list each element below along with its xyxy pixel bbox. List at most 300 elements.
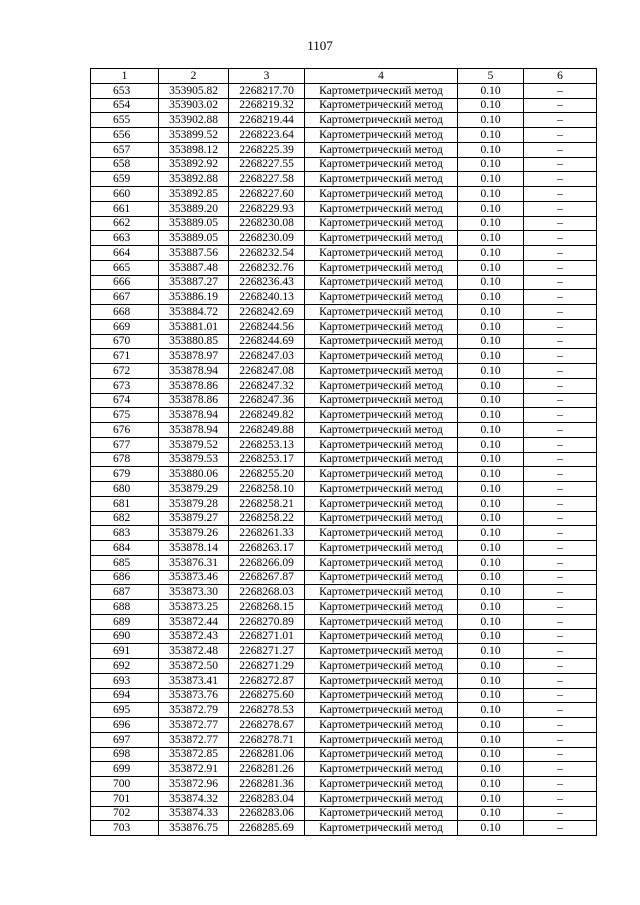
accuracy-cell: 0.10 bbox=[458, 98, 524, 113]
x-coordinate-cell: 353873.76 bbox=[159, 688, 229, 703]
method-cell: Картометрический метод bbox=[305, 408, 458, 423]
x-coordinate-cell: 353872.79 bbox=[159, 703, 229, 718]
method-cell: Картометрический метод bbox=[305, 467, 458, 482]
y-coordinate-cell: 2268271.01 bbox=[229, 629, 305, 644]
note-cell: – bbox=[524, 718, 597, 733]
x-coordinate-cell: 353905.82 bbox=[159, 83, 229, 98]
table-row bbox=[91, 791, 597, 806]
point-number-cell: 702 bbox=[91, 806, 159, 821]
table-body bbox=[91, 83, 597, 835]
note-cell: – bbox=[524, 305, 597, 320]
table-row bbox=[91, 806, 597, 821]
x-coordinate-cell: 353880.85 bbox=[159, 334, 229, 349]
accuracy-cell: 0.10 bbox=[458, 260, 524, 275]
note-cell: – bbox=[524, 541, 597, 556]
note-cell: – bbox=[524, 791, 597, 806]
point-number-cell: 677 bbox=[91, 437, 159, 452]
note-cell: – bbox=[524, 526, 597, 541]
x-coordinate-cell: 353878.94 bbox=[159, 408, 229, 423]
x-coordinate-cell: 353873.46 bbox=[159, 570, 229, 585]
point-number-cell: 659 bbox=[91, 172, 159, 187]
x-coordinate-cell: 353878.86 bbox=[159, 393, 229, 408]
accuracy-cell: 0.10 bbox=[458, 718, 524, 733]
method-cell: Картометрический метод bbox=[305, 614, 458, 629]
y-coordinate-cell: 2268219.32 bbox=[229, 98, 305, 113]
y-coordinate-cell: 2268244.56 bbox=[229, 319, 305, 334]
note-cell: – bbox=[524, 98, 597, 113]
y-coordinate-cell: 2268236.43 bbox=[229, 275, 305, 290]
table-row bbox=[91, 747, 597, 762]
y-coordinate-cell: 2268283.06 bbox=[229, 806, 305, 821]
note-cell: – bbox=[524, 216, 597, 231]
y-coordinate-cell: 2268227.60 bbox=[229, 187, 305, 202]
y-coordinate-cell: 2268247.32 bbox=[229, 378, 305, 393]
method-cell: Картометрический метод bbox=[305, 821, 458, 836]
accuracy-cell: 0.10 bbox=[458, 201, 524, 216]
point-number-cell: 693 bbox=[91, 673, 159, 688]
y-coordinate-cell: 2268225.39 bbox=[229, 142, 305, 157]
point-number-cell: 678 bbox=[91, 452, 159, 467]
accuracy-cell: 0.10 bbox=[458, 526, 524, 541]
y-coordinate-cell: 2268247.36 bbox=[229, 393, 305, 408]
y-coordinate-cell: 2268255.20 bbox=[229, 467, 305, 482]
note-cell: – bbox=[524, 187, 597, 202]
x-coordinate-cell: 353892.92 bbox=[159, 157, 229, 172]
method-cell: Картометрический метод bbox=[305, 157, 458, 172]
note-cell: – bbox=[524, 128, 597, 143]
method-cell: Картометрический метод bbox=[305, 201, 458, 216]
note-cell: – bbox=[524, 83, 597, 98]
accuracy-cell: 0.10 bbox=[458, 113, 524, 128]
point-number-cell: 701 bbox=[91, 791, 159, 806]
y-coordinate-cell: 2268258.21 bbox=[229, 496, 305, 511]
x-coordinate-cell: 353876.31 bbox=[159, 555, 229, 570]
x-coordinate-cell: 353887.27 bbox=[159, 275, 229, 290]
table-row bbox=[91, 319, 597, 334]
point-number-cell: 666 bbox=[91, 275, 159, 290]
y-coordinate-cell: 2268240.13 bbox=[229, 290, 305, 305]
x-coordinate-cell: 353889.05 bbox=[159, 231, 229, 246]
point-number-cell: 657 bbox=[91, 142, 159, 157]
note-cell: – bbox=[524, 408, 597, 423]
accuracy-cell: 0.10 bbox=[458, 600, 524, 615]
x-coordinate-cell: 353878.94 bbox=[159, 423, 229, 438]
table-row bbox=[91, 541, 597, 556]
accuracy-cell: 0.10 bbox=[458, 319, 524, 334]
table-row bbox=[91, 511, 597, 526]
method-cell: Картометрический метод bbox=[305, 570, 458, 585]
point-number-cell: 665 bbox=[91, 260, 159, 275]
column-header: 2 bbox=[159, 69, 229, 84]
y-coordinate-cell: 2268247.08 bbox=[229, 364, 305, 379]
method-cell: Картометрический метод bbox=[305, 673, 458, 688]
table-row bbox=[91, 423, 597, 438]
point-number-cell: 700 bbox=[91, 777, 159, 792]
note-cell: – bbox=[524, 496, 597, 511]
x-coordinate-cell: 353884.72 bbox=[159, 305, 229, 320]
method-cell: Картометрический метод bbox=[305, 305, 458, 320]
y-coordinate-cell: 2268232.76 bbox=[229, 260, 305, 275]
point-number-cell: 683 bbox=[91, 526, 159, 541]
accuracy-cell: 0.10 bbox=[458, 762, 524, 777]
y-coordinate-cell: 2268278.67 bbox=[229, 718, 305, 733]
method-cell: Картометрический метод bbox=[305, 718, 458, 733]
x-coordinate-cell: 353887.56 bbox=[159, 246, 229, 261]
point-number-cell: 687 bbox=[91, 585, 159, 600]
point-number-cell: 661 bbox=[91, 201, 159, 216]
note-cell: – bbox=[524, 349, 597, 364]
note-cell: – bbox=[524, 673, 597, 688]
table-row bbox=[91, 378, 597, 393]
x-coordinate-cell: 353872.44 bbox=[159, 614, 229, 629]
note-cell: – bbox=[524, 570, 597, 585]
accuracy-cell: 0.10 bbox=[458, 570, 524, 585]
method-cell: Картометрический метод bbox=[305, 334, 458, 349]
accuracy-cell: 0.10 bbox=[458, 305, 524, 320]
point-number-cell: 658 bbox=[91, 157, 159, 172]
y-coordinate-cell: 2268272.87 bbox=[229, 673, 305, 688]
table-row bbox=[91, 644, 597, 659]
table-row bbox=[91, 585, 597, 600]
accuracy-cell: 0.10 bbox=[458, 659, 524, 674]
y-coordinate-cell: 2268271.29 bbox=[229, 659, 305, 674]
point-number-cell: 684 bbox=[91, 541, 159, 556]
table-row bbox=[91, 600, 597, 615]
y-coordinate-cell: 2268281.26 bbox=[229, 762, 305, 777]
y-coordinate-cell: 2268253.13 bbox=[229, 437, 305, 452]
accuracy-cell: 0.10 bbox=[458, 732, 524, 747]
accuracy-cell: 0.10 bbox=[458, 246, 524, 261]
table-row bbox=[91, 275, 597, 290]
note-cell: – bbox=[524, 142, 597, 157]
note-cell: – bbox=[524, 393, 597, 408]
table-row bbox=[91, 570, 597, 585]
method-cell: Картометрический метод bbox=[305, 393, 458, 408]
x-coordinate-cell: 353889.20 bbox=[159, 201, 229, 216]
table-row bbox=[91, 393, 597, 408]
note-cell: – bbox=[524, 157, 597, 172]
accuracy-cell: 0.10 bbox=[458, 157, 524, 172]
note-cell: – bbox=[524, 600, 597, 615]
point-number-cell: 672 bbox=[91, 364, 159, 379]
method-cell: Картометрический метод bbox=[305, 113, 458, 128]
y-coordinate-cell: 2268242.69 bbox=[229, 305, 305, 320]
table-row bbox=[91, 349, 597, 364]
table-row bbox=[91, 305, 597, 320]
note-cell: – bbox=[524, 762, 597, 777]
x-coordinate-cell: 353876.75 bbox=[159, 821, 229, 836]
accuracy-cell: 0.10 bbox=[458, 511, 524, 526]
y-coordinate-cell: 2268271.27 bbox=[229, 644, 305, 659]
accuracy-cell: 0.10 bbox=[458, 393, 524, 408]
note-cell: – bbox=[524, 629, 597, 644]
note-cell: – bbox=[524, 452, 597, 467]
note-cell: – bbox=[524, 437, 597, 452]
accuracy-cell: 0.10 bbox=[458, 275, 524, 290]
point-number-cell: 703 bbox=[91, 821, 159, 836]
table-row bbox=[91, 437, 597, 452]
accuracy-cell: 0.10 bbox=[458, 496, 524, 511]
y-coordinate-cell: 2268249.82 bbox=[229, 408, 305, 423]
note-cell: – bbox=[524, 231, 597, 246]
x-coordinate-cell: 353872.77 bbox=[159, 718, 229, 733]
method-cell: Картометрический метод bbox=[305, 511, 458, 526]
accuracy-cell: 0.10 bbox=[458, 644, 524, 659]
y-coordinate-cell: 2268283.04 bbox=[229, 791, 305, 806]
accuracy-cell: 0.10 bbox=[458, 437, 524, 452]
note-cell: – bbox=[524, 644, 597, 659]
point-number-cell: 691 bbox=[91, 644, 159, 659]
y-coordinate-cell: 2268258.10 bbox=[229, 482, 305, 497]
accuracy-cell: 0.10 bbox=[458, 452, 524, 467]
point-number-cell: 697 bbox=[91, 732, 159, 747]
accuracy-cell: 0.10 bbox=[458, 408, 524, 423]
method-cell: Картометрический метод bbox=[305, 98, 458, 113]
method-cell: Картометрический метод bbox=[305, 600, 458, 615]
note-cell: – bbox=[524, 806, 597, 821]
point-number-cell: 662 bbox=[91, 216, 159, 231]
note-cell: – bbox=[524, 319, 597, 334]
column-header: 3 bbox=[229, 69, 305, 84]
point-number-cell: 668 bbox=[91, 305, 159, 320]
accuracy-cell: 0.10 bbox=[458, 231, 524, 246]
point-number-cell: 656 bbox=[91, 128, 159, 143]
accuracy-cell: 0.10 bbox=[458, 467, 524, 482]
point-number-cell: 694 bbox=[91, 688, 159, 703]
point-number-cell: 681 bbox=[91, 496, 159, 511]
accuracy-cell: 0.10 bbox=[458, 673, 524, 688]
accuracy-cell: 0.10 bbox=[458, 334, 524, 349]
y-coordinate-cell: 2268275.60 bbox=[229, 688, 305, 703]
table-row bbox=[91, 408, 597, 423]
point-number-cell: 675 bbox=[91, 408, 159, 423]
method-cell: Картометрический метод bbox=[305, 378, 458, 393]
method-cell: Картометрический метод bbox=[305, 128, 458, 143]
x-coordinate-cell: 353886.19 bbox=[159, 290, 229, 305]
x-coordinate-cell: 353899.52 bbox=[159, 128, 229, 143]
method-cell: Картометрический метод bbox=[305, 732, 458, 747]
y-coordinate-cell: 2268278.71 bbox=[229, 732, 305, 747]
point-number-cell: 663 bbox=[91, 231, 159, 246]
x-coordinate-cell: 353872.96 bbox=[159, 777, 229, 792]
table-row bbox=[91, 364, 597, 379]
header-row bbox=[91, 69, 597, 84]
y-coordinate-cell: 2268223.64 bbox=[229, 128, 305, 143]
point-number-cell: 690 bbox=[91, 629, 159, 644]
accuracy-cell: 0.10 bbox=[458, 703, 524, 718]
x-coordinate-cell: 353879.53 bbox=[159, 452, 229, 467]
note-cell: – bbox=[524, 688, 597, 703]
table-row bbox=[91, 703, 597, 718]
method-cell: Картометрический метод bbox=[305, 496, 458, 511]
method-cell: Картометрический метод bbox=[305, 83, 458, 98]
method-cell: Картометрический метод bbox=[305, 644, 458, 659]
y-coordinate-cell: 2268217.70 bbox=[229, 83, 305, 98]
column-header: 5 bbox=[458, 69, 524, 84]
method-cell: Картометрический метод bbox=[305, 319, 458, 334]
table-row bbox=[91, 629, 597, 644]
coordinates-table bbox=[90, 68, 597, 836]
table-row bbox=[91, 290, 597, 305]
accuracy-cell: 0.10 bbox=[458, 187, 524, 202]
method-cell: Картометрический метод bbox=[305, 703, 458, 718]
note-cell: – bbox=[524, 821, 597, 836]
x-coordinate-cell: 353872.50 bbox=[159, 659, 229, 674]
note-cell: – bbox=[524, 777, 597, 792]
point-number-cell: 655 bbox=[91, 113, 159, 128]
accuracy-cell: 0.10 bbox=[458, 216, 524, 231]
table-row bbox=[91, 231, 597, 246]
accuracy-cell: 0.10 bbox=[458, 688, 524, 703]
note-cell: – bbox=[524, 260, 597, 275]
table-row bbox=[91, 526, 597, 541]
point-number-cell: 667 bbox=[91, 290, 159, 305]
column-header: 1 bbox=[91, 69, 159, 84]
y-coordinate-cell: 2268247.03 bbox=[229, 349, 305, 364]
x-coordinate-cell: 353872.48 bbox=[159, 644, 229, 659]
table-row bbox=[91, 98, 597, 113]
note-cell: – bbox=[524, 378, 597, 393]
note-cell: – bbox=[524, 334, 597, 349]
x-coordinate-cell: 353879.27 bbox=[159, 511, 229, 526]
x-coordinate-cell: 353881.01 bbox=[159, 319, 229, 334]
x-coordinate-cell: 353872.85 bbox=[159, 747, 229, 762]
method-cell: Картометрический метод bbox=[305, 260, 458, 275]
method-cell: Картометрический метод bbox=[305, 791, 458, 806]
accuracy-cell: 0.10 bbox=[458, 172, 524, 187]
accuracy-cell: 0.10 bbox=[458, 378, 524, 393]
method-cell: Картометрический метод bbox=[305, 246, 458, 261]
x-coordinate-cell: 353872.91 bbox=[159, 762, 229, 777]
point-number-cell: 679 bbox=[91, 467, 159, 482]
method-cell: Картометрический метод bbox=[305, 275, 458, 290]
point-number-cell: 676 bbox=[91, 423, 159, 438]
table-row bbox=[91, 452, 597, 467]
method-cell: Картометрический метод bbox=[305, 762, 458, 777]
y-coordinate-cell: 2268268.03 bbox=[229, 585, 305, 600]
point-number-cell: 670 bbox=[91, 334, 159, 349]
method-cell: Картометрический метод bbox=[305, 452, 458, 467]
page-number: 1107 bbox=[307, 38, 333, 53]
x-coordinate-cell: 353892.88 bbox=[159, 172, 229, 187]
point-number-cell: 653 bbox=[91, 83, 159, 98]
accuracy-cell: 0.10 bbox=[458, 83, 524, 98]
column-header: 4 bbox=[305, 69, 458, 84]
y-coordinate-cell: 2268267.87 bbox=[229, 570, 305, 585]
column-header: 6 bbox=[524, 69, 597, 84]
x-coordinate-cell: 353903.02 bbox=[159, 98, 229, 113]
accuracy-cell: 0.10 bbox=[458, 349, 524, 364]
point-number-cell: 674 bbox=[91, 393, 159, 408]
y-coordinate-cell: 2268281.36 bbox=[229, 777, 305, 792]
table-row bbox=[91, 260, 597, 275]
note-cell: – bbox=[524, 113, 597, 128]
note-cell: – bbox=[524, 172, 597, 187]
accuracy-cell: 0.10 bbox=[458, 482, 524, 497]
accuracy-cell: 0.10 bbox=[458, 128, 524, 143]
method-cell: Картометрический метод bbox=[305, 437, 458, 452]
table-row bbox=[91, 83, 597, 98]
x-coordinate-cell: 353879.29 bbox=[159, 482, 229, 497]
y-coordinate-cell: 2268230.08 bbox=[229, 216, 305, 231]
table-row bbox=[91, 762, 597, 777]
point-number-cell: 680 bbox=[91, 482, 159, 497]
y-coordinate-cell: 2268285.69 bbox=[229, 821, 305, 836]
note-cell: – bbox=[524, 482, 597, 497]
x-coordinate-cell: 353878.86 bbox=[159, 378, 229, 393]
method-cell: Картометрический метод bbox=[305, 585, 458, 600]
x-coordinate-cell: 353879.52 bbox=[159, 437, 229, 452]
y-coordinate-cell: 2268266.09 bbox=[229, 555, 305, 570]
point-number-cell: 669 bbox=[91, 319, 159, 334]
y-coordinate-cell: 2268278.53 bbox=[229, 703, 305, 718]
method-cell: Картометрический метод bbox=[305, 555, 458, 570]
table-row bbox=[91, 113, 597, 128]
point-number-cell: 685 bbox=[91, 555, 159, 570]
table-row bbox=[91, 659, 597, 674]
y-coordinate-cell: 2268230.09 bbox=[229, 231, 305, 246]
x-coordinate-cell: 353872.77 bbox=[159, 732, 229, 747]
point-number-cell: 692 bbox=[91, 659, 159, 674]
table-row bbox=[91, 673, 597, 688]
point-number-cell: 664 bbox=[91, 246, 159, 261]
method-cell: Картометрический метод bbox=[305, 629, 458, 644]
x-coordinate-cell: 353873.30 bbox=[159, 585, 229, 600]
y-coordinate-cell: 2268232.54 bbox=[229, 246, 305, 261]
y-coordinate-cell: 2268229.93 bbox=[229, 201, 305, 216]
accuracy-cell: 0.10 bbox=[458, 614, 524, 629]
note-cell: – bbox=[524, 275, 597, 290]
point-number-cell: 688 bbox=[91, 600, 159, 615]
table-row bbox=[91, 142, 597, 157]
accuracy-cell: 0.10 bbox=[458, 747, 524, 762]
table-row bbox=[91, 614, 597, 629]
y-coordinate-cell: 2268258.22 bbox=[229, 511, 305, 526]
table-row bbox=[91, 688, 597, 703]
y-coordinate-cell: 2268244.69 bbox=[229, 334, 305, 349]
x-coordinate-cell: 353889.05 bbox=[159, 216, 229, 231]
table-row bbox=[91, 482, 597, 497]
point-number-cell: 686 bbox=[91, 570, 159, 585]
method-cell: Картометрический метод bbox=[305, 526, 458, 541]
x-coordinate-cell: 353880.06 bbox=[159, 467, 229, 482]
note-cell: – bbox=[524, 614, 597, 629]
table-row bbox=[91, 128, 597, 143]
note-cell: – bbox=[524, 201, 597, 216]
method-cell: Картометрический метод bbox=[305, 142, 458, 157]
x-coordinate-cell: 353879.28 bbox=[159, 496, 229, 511]
method-cell: Картометрический метод bbox=[305, 187, 458, 202]
x-coordinate-cell: 353898.12 bbox=[159, 142, 229, 157]
note-cell: – bbox=[524, 364, 597, 379]
y-coordinate-cell: 2268227.55 bbox=[229, 157, 305, 172]
table-row bbox=[91, 467, 597, 482]
accuracy-cell: 0.10 bbox=[458, 821, 524, 836]
x-coordinate-cell: 353902.88 bbox=[159, 113, 229, 128]
accuracy-cell: 0.10 bbox=[458, 541, 524, 556]
method-cell: Картометрический метод bbox=[305, 659, 458, 674]
method-cell: Картометрический метод bbox=[305, 231, 458, 246]
y-coordinate-cell: 2268249.88 bbox=[229, 423, 305, 438]
point-number-cell: 695 bbox=[91, 703, 159, 718]
method-cell: Картометрический метод bbox=[305, 747, 458, 762]
y-coordinate-cell: 2268281.06 bbox=[229, 747, 305, 762]
method-cell: Картометрический метод bbox=[305, 688, 458, 703]
method-cell: Картометрический метод bbox=[305, 777, 458, 792]
accuracy-cell: 0.10 bbox=[458, 142, 524, 157]
y-coordinate-cell: 2268227.58 bbox=[229, 172, 305, 187]
note-cell: – bbox=[524, 555, 597, 570]
